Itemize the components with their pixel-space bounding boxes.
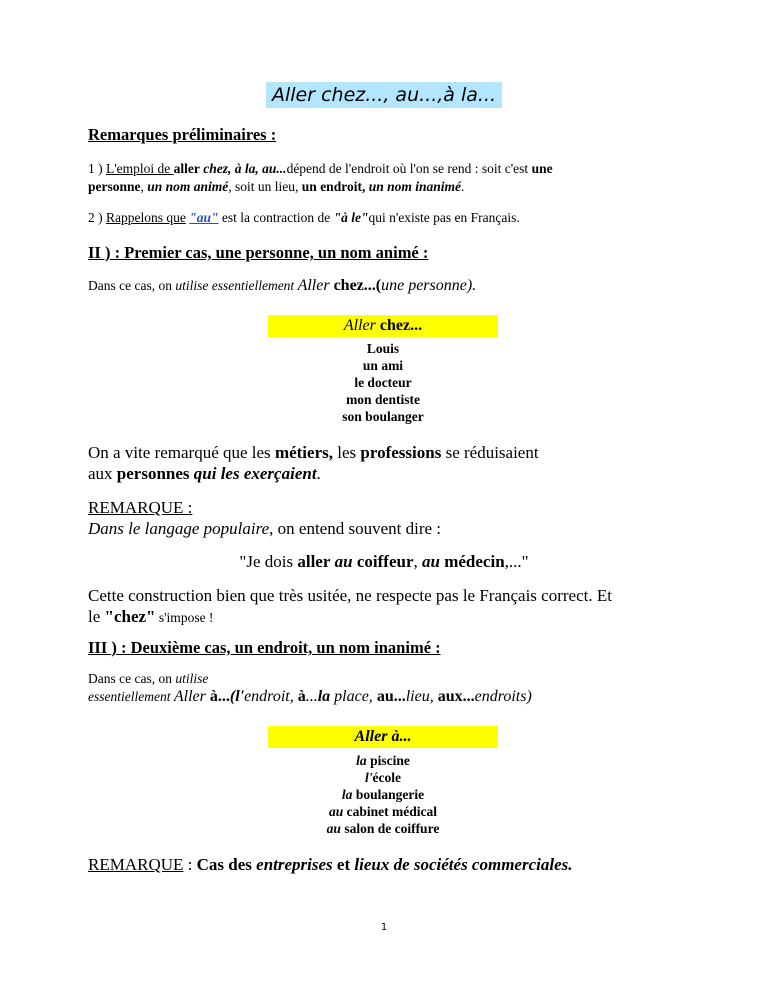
remarque-1: REMARQUE : Dans le langage populaire, on entend souvent dire : [88,498,442,538]
chez-list [268,340,498,425]
metiers-paragraph: On a vite remarqué que les métiers, les professions se réduisaient aux personnes qui les exerçaient. [88,443,539,483]
section-2-heading: II ) : Premier cas, une personne, un nom animé : [88,243,429,262]
remark-1: 1 ) L'emploi de aller chez, à la, au...dépend de l'endroit où l'on se rend : soit c'est une personne, un nom animé, soit un lieu, un endroit, un nom inanimé. [88,161,553,194]
page-number: 1 [380,922,388,933]
remarques-heading: Remarques préliminaires : [88,125,277,144]
page-title: Aller chez..., au...,à la... [0,84,768,106]
section-2-intro: Dans ce cas, on utilise essentiellement Aller chez...(une personne). [88,277,477,294]
list-item: l'école [365,770,401,785]
quote-line: "Je dois aller au coiffeur, au médecin,..." [239,552,529,571]
list-item: Louis [366,341,400,356]
list-item: le docteur [354,375,412,390]
list-item: la piscine [356,753,410,768]
remarque-2: REMARQUE : Cas des entreprises et lieux de sociétés commerciales. [88,855,573,874]
aller-chez-box: Aller chez... [268,315,498,337]
aller-a-box: Aller à... [268,726,498,748]
au-link[interactable]: "au" [189,210,219,225]
list-item: la boulangerie [341,787,425,802]
list-item: au cabinet médical [328,804,437,819]
a-list [268,752,498,837]
section-3-intro: Dans ce cas, on utilise essentiellement Aller à...(l'endroit, à...la place, au...lieu, aux...endroits) [88,671,532,705]
section-3-heading: III ) : Deuxième cas, un endroit, un nom inanimé : [88,638,441,657]
remark-2: 2 ) Rappelons que "au" est la contraction de "à le"qui n'existe pas en Français. [88,210,520,225]
list-item: un ami [362,358,404,373]
construction-paragraph: Cette construction bien que très usitée, ne respecte pas le Français correct. Et le "chez" s'impose ! [88,586,612,626]
list-item: son boulanger [342,409,424,424]
list-item: mon dentiste [346,392,420,407]
list-item: au salon de coiffure [326,821,440,836]
